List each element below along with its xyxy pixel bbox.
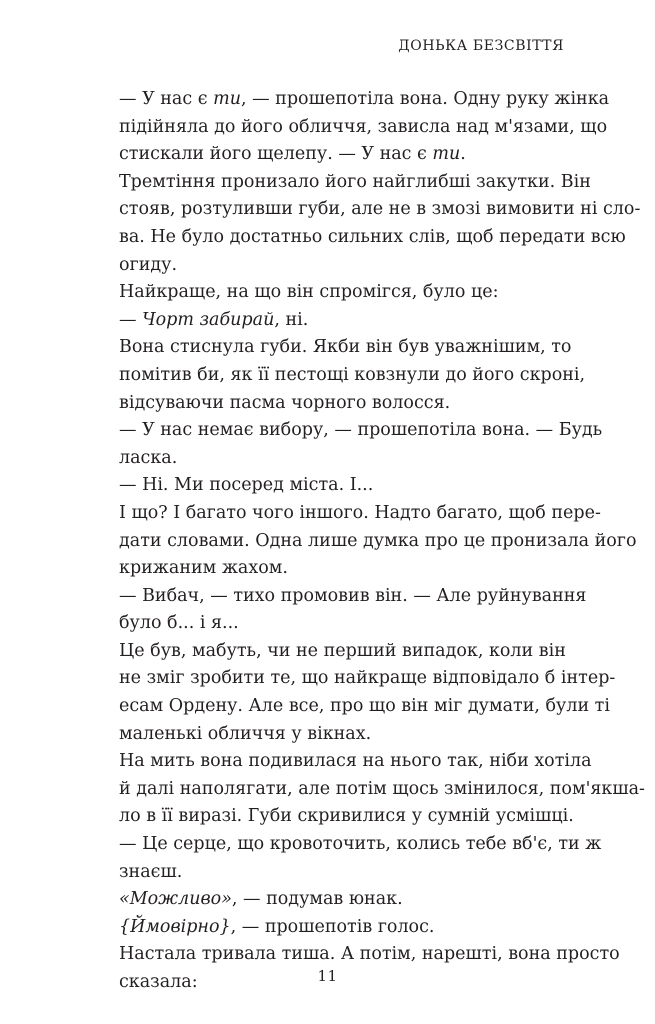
text-segment: стискали його щелепу. — У нас є: [119, 144, 433, 165]
text-segment: й далі наполягати, але потім щось змінилося, пом'якша-: [119, 778, 645, 799]
text-line: [119, 307, 564, 335]
text-segment: , — прошепотів голос.: [230, 916, 435, 937]
italic-text: ти: [213, 89, 241, 109]
italic-text: ти: [432, 144, 461, 165]
text-segment: На мить вона подивилася на нього так, ніби хотіла: [119, 751, 592, 772]
text-segment: Тремтіння пронизало його найглибші закутки. Він: [119, 171, 591, 192]
text-segment: ло в її виразі. Губи скривилися у сумній усмішці.: [119, 806, 574, 827]
text-line: [119, 941, 620, 969]
text-segment: знаєш.: [119, 861, 183, 882]
text-line: [119, 224, 626, 252]
text-segment: було б... і я...: [119, 613, 239, 634]
text-segment: Це був, мабуть, чи не перший випадок, коли він: [119, 640, 566, 661]
text-segment: дати словами. Одна лише думка про це пронизала його: [119, 530, 637, 551]
text-line: [119, 196, 641, 224]
text-line: [119, 417, 603, 445]
text-line: [119, 528, 637, 556]
text-line: [119, 279, 564, 307]
text-line: [119, 776, 645, 804]
text-line: [119, 721, 564, 749]
text-line: [119, 390, 564, 418]
text-segment: , — подумав юнак.: [231, 889, 403, 910]
text-line: [119, 610, 564, 638]
text-line: [119, 169, 591, 197]
text-line: [119, 252, 564, 280]
text-segment: — У нас немає вибору, — прошепотіла вона. — Будь: [119, 420, 603, 441]
text-line: [119, 748, 592, 776]
body-text: [119, 86, 645, 997]
text-line: [119, 859, 564, 887]
text-segment: підійняла до його обличчя, зависла над м'язами, що: [119, 116, 608, 137]
text-segment: .: [460, 144, 466, 165]
text-segment: крижаним жахом.: [119, 558, 288, 579]
text-segment: І що? І багато чого іншого. Надто багато, щоб пере-: [119, 502, 601, 523]
text-segment: есам Ордену. Але все, про що він міг думати, були ті: [119, 696, 610, 717]
text-segment: ва. Не було достатньо сильних слів, щоб передати всю: [119, 226, 626, 247]
text-segment: відсуваючи пасма чорного волосся.: [119, 392, 451, 413]
text-segment: ласка.: [119, 447, 178, 468]
text-segment: сказала:: [119, 972, 198, 992]
text-line: [119, 831, 602, 859]
text-segment: стояв, розтуливши губи, але не в змозі вимовити ні сло-: [119, 199, 641, 220]
text-segment: Найкраще, на що він спромігся, було це:: [119, 282, 499, 303]
text-segment: — У нас є: [119, 89, 214, 109]
text-segment: — Ні. Ми посеред міста. І...: [119, 475, 374, 496]
text-segment: маленькі обличчя у вікнах.: [119, 723, 372, 744]
text-segment: не зміг зробити те, що найкраще відповідало б інтер-: [119, 668, 616, 689]
text-line: [119, 886, 564, 914]
running-head: ДОНЬКА БЕЗСВІТТЯ: [398, 38, 564, 54]
text-line: [119, 693, 610, 721]
text-line: [119, 362, 586, 390]
text-segment: — Вибач, — тихо промовив він. — Але руйнування: [119, 585, 587, 606]
text-line: [119, 141, 564, 169]
text-segment: Настала тривала тиша. А потім, нарешті, вона просто: [119, 944, 620, 965]
text-segment: помітив би, як її пестощі ковзнули до його скроні,: [119, 364, 586, 385]
italic-text: Чорт забирай: [142, 309, 275, 330]
text-segment: Вона стиснула губи. Якби він був уважнішим, то: [119, 337, 572, 358]
text-line: [119, 914, 564, 942]
text-line: [119, 583, 587, 611]
text-line: [119, 334, 572, 362]
text-segment: —: [119, 309, 143, 330]
text-line: [119, 638, 564, 666]
text-segment: огиду.: [119, 254, 178, 275]
text-line: [119, 803, 574, 831]
page-number: 11: [317, 967, 338, 985]
text-line: [119, 114, 608, 142]
text-segment: , — прошепотіла вона. Одну руку жінка: [240, 89, 610, 109]
italic-text: «Можливо»: [119, 889, 232, 910]
text-line: [119, 555, 564, 583]
text-line: [119, 472, 564, 500]
text-line: [119, 665, 616, 693]
text-line: [119, 445, 564, 473]
italic-text: {Ймовірно}: [119, 916, 231, 937]
text-line: [119, 500, 601, 528]
text-line: [119, 86, 610, 114]
text-segment: , ні.: [274, 309, 309, 330]
text-segment: — Це серце, що кровоточить, колись тебе вб'є, ти ж: [119, 834, 602, 855]
